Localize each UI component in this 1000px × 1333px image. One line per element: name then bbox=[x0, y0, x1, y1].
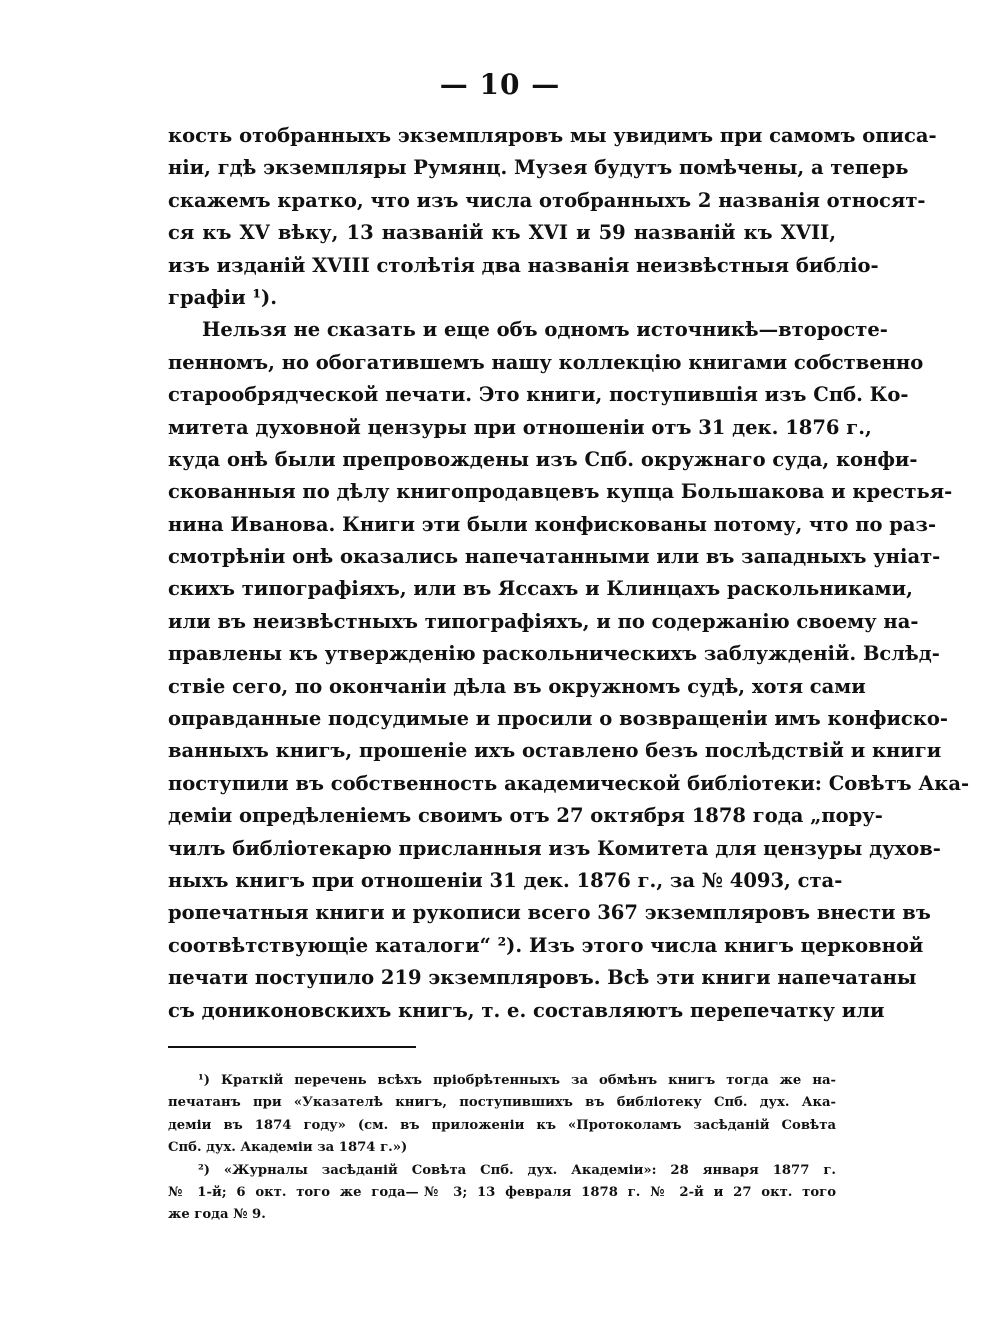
footnote-line: деміи въ 1874 году» (см. въ приложеніи къ «Протоколамъ засѣданій Совѣта bbox=[168, 1117, 836, 1133]
text-line: чилъ библіотекарю присланныя изъ Комитета для цензуры духов- bbox=[168, 836, 941, 860]
text-line: митета духовной цензуры при отношеніи отъ 31 дек. 1876 г., bbox=[168, 415, 872, 439]
footnote-line: же года № 9. bbox=[168, 1207, 266, 1223]
text-line: ванныхъ книгъ, прошеніе ихъ оставлено безъ послѣдствій и книги bbox=[168, 739, 942, 763]
text-line: пенномъ, но обогатившемъ нашу коллекцію книгами собственно bbox=[168, 350, 924, 374]
text-line: смотрѣніи онѣ оказались напечатанными или въ западныхъ уніат- bbox=[168, 545, 941, 569]
text-line: изъ изданій XVIII столѣтія два названія неизвѣстныя библіо- bbox=[168, 253, 879, 277]
text-line: скажемъ кратко, что изъ числа отобранныхъ 2 названія относят- bbox=[168, 188, 926, 212]
text-line: кость отобранныхъ экземпляровъ мы увидимъ при самомъ описа- bbox=[168, 124, 937, 147]
text-line: оправданные подсудимые и просили о возвращеніи имъ конфиско- bbox=[168, 707, 948, 731]
text-line: нина Иванова. Книги эти были конфискованы потому, что по раз- bbox=[168, 512, 937, 536]
text-line: старообрядческой печати. Это книги, поступившія изъ Спб. Ко- bbox=[168, 383, 909, 407]
footnote-line: печатанъ при «Указателѣ книгъ, поступившихъ въ библіотеку Спб. дух. Ака- bbox=[168, 1095, 836, 1111]
text-line: скованныя по дѣлу книгопродавцевъ купца Большакова и крестья- bbox=[168, 480, 953, 504]
text-line: ся къ XV вѣку, 13 названій къ XVI и 59 названій къ XVII, bbox=[168, 221, 836, 245]
text-line: соотвѣтствующіе каталоги“ ²). Изъ этого числа книгъ церковной bbox=[168, 933, 924, 957]
footnote-line: ²) «Журналы засѣданій Совѣта Спб. дух. Академіи»: 28 января 1877 г. bbox=[198, 1162, 836, 1178]
footnote-line: № 1-й; 6 окт. того же года—№ 3; 13 февраля 1878 г. № 2-й и 27 окт. того bbox=[168, 1184, 836, 1200]
text-line: ствіе сего, по окончаніи дѣла въ окружномъ судѣ, хотя сами bbox=[168, 674, 866, 698]
page-number: — 10 — bbox=[439, 68, 561, 101]
text-line: печати поступило 219 экземпляровъ. Всѣ эти книги напечатаны bbox=[168, 966, 917, 990]
footnote-line: ¹) Краткій перечень всѣхъ пріобрѣтенныхъ за обмѣнъ книгъ тогда же на- bbox=[198, 1073, 836, 1088]
main-text bbox=[168, 120, 970, 1027]
text-line: графіи ¹). bbox=[168, 285, 278, 309]
text-line: правлены къ утвержденію раскольническихъ заблужденій. Вслѣд- bbox=[168, 642, 940, 666]
footnote-line: Спб. дух. Академіи за 1874 г.») bbox=[168, 1140, 408, 1156]
text-line: ніи, гдѣ экземпляры Румянц. Музея будутъ помѣчены, а теперь bbox=[168, 156, 909, 180]
text-line: скихъ типографіяхъ, или въ Яссахъ и Клинцахъ раскольниками, bbox=[168, 577, 913, 601]
text-line: ныхъ книгъ при отношеніи 31 дек. 1876 г., за № 4093, ста- bbox=[168, 868, 843, 892]
text-line: деміи опредѣленіемъ своимъ отъ 27 октября 1878 года „пору- bbox=[168, 804, 883, 828]
text-line: поступили въ собственность академической библіотеки: Совѣтъ Ака- bbox=[168, 771, 970, 795]
text-line: или въ неизвѣстныхъ типографіяхъ, и по содержанію своему на- bbox=[168, 609, 919, 633]
text-line: куда онѣ были препровождены изъ Спб. окружнаго суда, конфи- bbox=[168, 447, 918, 471]
text-line: ропечатныя книги и рукописи всего 367 экземпляровъ внести въ bbox=[168, 901, 931, 925]
footnote-divider bbox=[168, 1046, 416, 1048]
text-line: съ дониконовскихъ книгъ, т. е. составляютъ перепечатку или bbox=[168, 998, 885, 1022]
footnotes bbox=[168, 1070, 836, 1227]
text-line: Нельзя не сказать и еще объ одномъ источникѣ—второсте- bbox=[202, 318, 888, 342]
